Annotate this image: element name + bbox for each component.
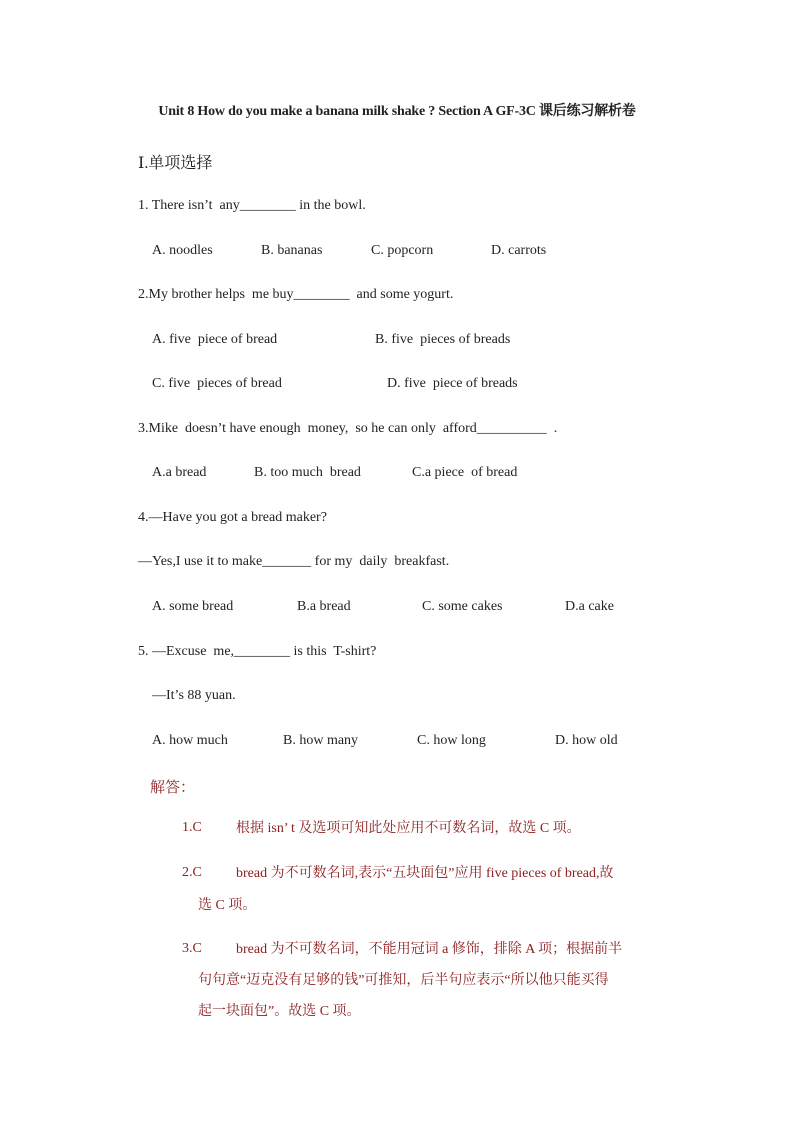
question-5-option-c: C. how long [417, 733, 486, 748]
question-5-stem: 5. —Excuse me,________ is this T-shirt? [138, 644, 377, 659]
answers-label: 解答： [150, 780, 196, 796]
answer-3-explanation-line-1: bread 为不可数名词，不能用冠词 a 修饰，排除 A 项；根据前半 [236, 942, 623, 957]
answer-3-explanation-line-2: 句句意“迈克没有足够的钱”可推知，后半句应表示“所以他只能买得 [198, 973, 609, 988]
question-3-stem: 3.Mike doesn’t have enough money, so he can only afford__________ . [138, 421, 558, 436]
answer-3-explanation-line-3: 起一块面包”。故选 C 项。 [198, 1004, 361, 1019]
question-1-option-c: C. popcorn [371, 243, 434, 258]
question-4-option-b: B.a bread [297, 599, 351, 614]
question-4-stem-reply: —Yes,I use it to make_______ for my daily breakfast. [138, 554, 450, 569]
question-3-option-b: B. too much bread [254, 465, 361, 480]
question-4-option-c: C. some cakes [422, 599, 503, 614]
question-1-option-d: D. carrots [491, 243, 547, 258]
document-title: Unit 8 How do you make a banana milk shake ? Section A GF-3C 课后练习解析卷 [158, 104, 636, 119]
question-1-stem: 1. There isn’t any________ in the bowl. [138, 198, 366, 213]
question-2-option-a: A. five piece of bread [152, 332, 278, 347]
answer-2-explanation-line-1: bread 为不可数名词,表示“五块面包”应用 five pieces of bread,故 [236, 866, 614, 881]
question-5-option-b: B. how many [283, 733, 359, 748]
question-4-stem: 4.—Have you got a bread maker? [138, 510, 327, 525]
question-2-option-b: B. five pieces of breads [375, 332, 511, 347]
question-3-option-c: C.a piece of bread [412, 465, 518, 480]
answer-2-number: 2.C [182, 865, 202, 880]
question-2-option-d: D. five piece of breads [387, 376, 518, 391]
question-4-option-a: A. some bread [152, 599, 234, 614]
question-5-option-a: A. how much [152, 733, 228, 748]
question-2-option-c: C. five pieces of bread [152, 376, 282, 391]
question-2-stem: 2.My brother helps me buy________ and some yogurt. [138, 287, 454, 302]
answer-2-explanation-line-2: 选 C 项。 [198, 898, 257, 913]
question-1-option-b: B. bananas [261, 243, 323, 258]
section-heading: Ⅰ.单项选择 [138, 155, 213, 172]
question-5-stem-reply: —It’s 88 yuan. [152, 688, 236, 703]
question-4-option-d: D.a cake [565, 599, 614, 614]
answer-1-explanation: 根据 isn’ t 及选项可知此处应用不可数名词，故选 C 项。 [236, 821, 581, 836]
question-5-option-d: D. how old [555, 733, 618, 748]
question-1-option-a: A. noodles [152, 243, 213, 258]
answer-3-number: 3.C [182, 941, 202, 956]
question-3-option-a: A.a bread [152, 465, 207, 480]
answer-1-number: 1.C [182, 820, 202, 835]
